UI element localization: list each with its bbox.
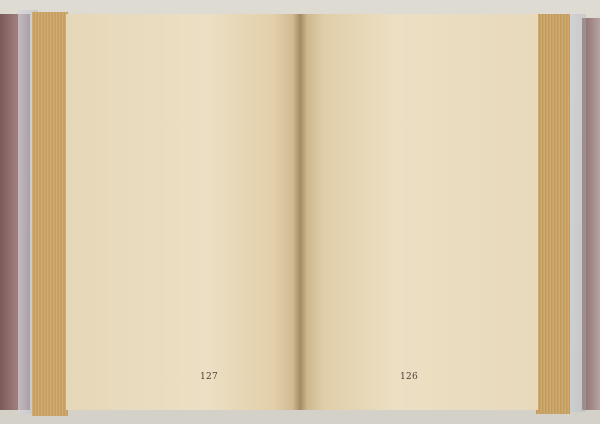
left-page	[66, 14, 302, 410]
plastic-wrap-right	[570, 14, 586, 412]
right-page-number: 126	[400, 372, 419, 382]
page-edges-right	[536, 14, 570, 414]
right-page	[300, 14, 538, 410]
book-gutter	[293, 14, 307, 410]
page-edges-left	[32, 12, 68, 416]
left-page-number: 127	[200, 372, 219, 382]
